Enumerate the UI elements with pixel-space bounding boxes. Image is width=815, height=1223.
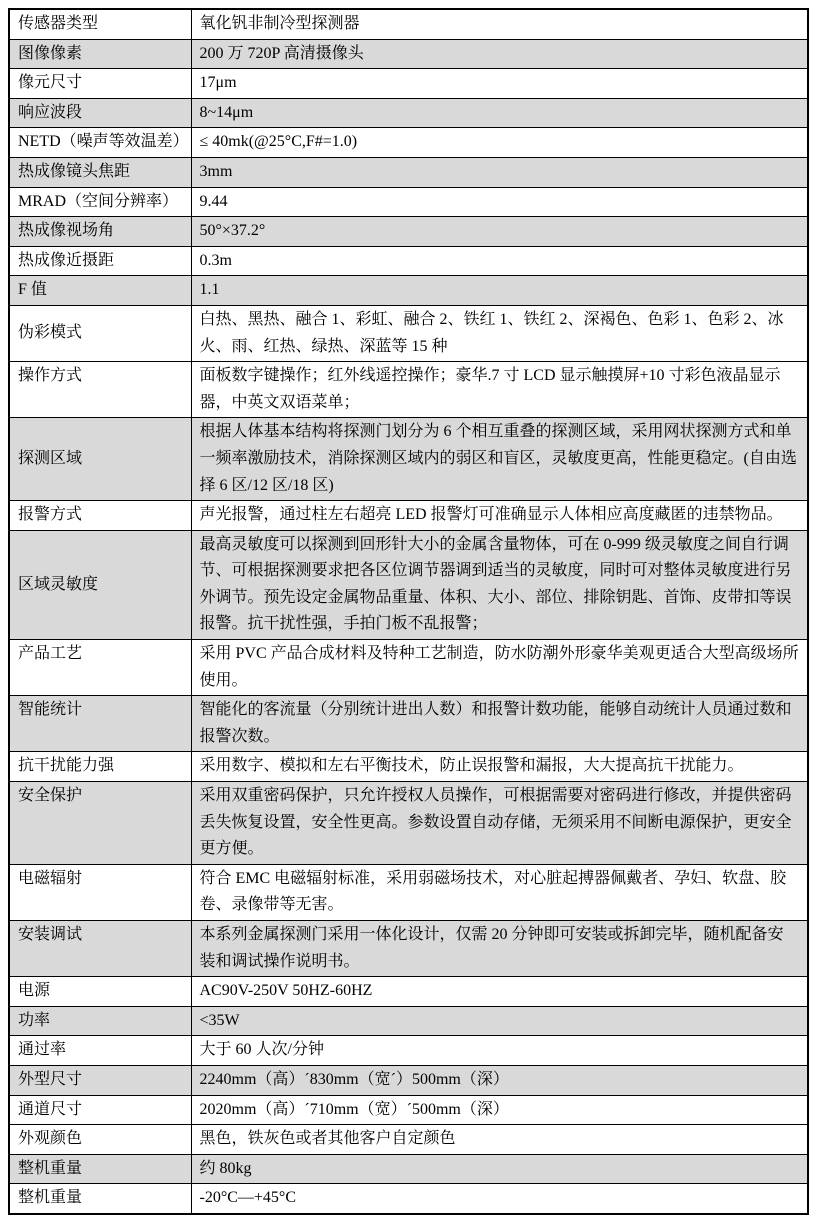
spec-value: 约 80kg: [191, 1154, 808, 1184]
spec-label: 报警方式: [9, 501, 191, 531]
spec-value: 最高灵敏度可以探测到回形针大小的金属含量物体，可在 0-999 级灵敏度之间自行调节、可根据探测要求把各区位调节器调到适当的灵敏度，同时可对整体灵敏度进行另外调节。预先设定金属物品重量、体积、大小、部位、排除钥匙、首饰、皮带扣等误报警。抗干扰性强，手拍门板不乱报警；: [191, 530, 808, 639]
spec-value: 采用双重密码保护，只允许授权人员操作，可根据需要对密码进行修改，并提供密码丢失恢复设置，安全性更高。参数设置自动存储，无须采用不间断电源保护，更安全更方便。: [191, 782, 808, 865]
table-row: [9, 217, 808, 247]
table-row: [9, 921, 808, 977]
spec-label: 智能统计: [9, 696, 191, 752]
spec-value: 本系列金属探测门采用一体化设计，仅需 20 分钟即可安装或拆卸完毕，随机配备安装和调试操作说明书。: [191, 921, 808, 977]
spec-value: 声光报警，通过柱左右超亮 LED 报警灯可准确显示人体相应高度藏匿的违禁物品。: [191, 501, 808, 531]
table-row: [9, 39, 808, 69]
spec-label: 热成像镜头焦距: [9, 157, 191, 187]
spec-label: 传感器类型: [9, 9, 191, 39]
table-row: [9, 1154, 808, 1184]
table-row: [9, 128, 808, 158]
spec-label: 伪彩模式: [9, 305, 191, 361]
table-row: [9, 276, 808, 306]
spec-value: 黑色，铁灰色或者其他客户自定颜色: [191, 1125, 808, 1155]
table-row: [9, 362, 808, 418]
table-row: [9, 98, 808, 128]
spec-label: 外型尺寸: [9, 1065, 191, 1095]
spec-label: 热成像近摄距: [9, 246, 191, 276]
spec-label: 抗干扰能力强: [9, 752, 191, 782]
spec-label: 整机重量: [9, 1154, 191, 1184]
spec-label: 整机重量: [9, 1184, 191, 1214]
spec-value: 采用数字、模拟和左右平衡技术，防止误报警和漏报，大大提高抗干扰能力。: [191, 752, 808, 782]
spec-label: 响应波段: [9, 98, 191, 128]
table-row: [9, 9, 808, 39]
spec-label: 功率: [9, 1006, 191, 1036]
table-row: [9, 752, 808, 782]
spec-label: 热成像视场角: [9, 217, 191, 247]
table-row: [9, 246, 808, 276]
table-row: [9, 418, 808, 501]
table-row: [9, 1184, 808, 1214]
table-row: [9, 305, 808, 361]
table-row: [9, 1036, 808, 1066]
table-row: [9, 530, 808, 639]
spec-value: 200 万 720P 高清摄像头: [191, 39, 808, 69]
spec-value: 50°×37.2°: [191, 217, 808, 247]
table-row: [9, 1125, 808, 1155]
spec-label: 安全保护: [9, 782, 191, 865]
table-row: [9, 640, 808, 696]
spec-label: F 值: [9, 276, 191, 306]
table-row: [9, 864, 808, 920]
spec-value: ≤ 40mk(@25°C,F#=1.0): [191, 128, 808, 158]
spec-value: 白热、黑热、融合 1、彩虹、融合 2、铁红 1、铁红 2、深褐色、色彩 1、色彩 2、冰火、雨、红热、绿热、深蓝等 15 种: [191, 305, 808, 361]
table-row: [9, 977, 808, 1007]
spec-value: 2240mm（高）´830mm（宽´）500mm（深）: [191, 1065, 808, 1095]
spec-value: 2020mm（高）´710mm（宽）´500mm（深）: [191, 1095, 808, 1125]
spec-value: 8~14μm: [191, 98, 808, 128]
spec-value: 17μm: [191, 69, 808, 99]
spec-label: 产品工艺: [9, 640, 191, 696]
spec-value: <35W: [191, 1006, 808, 1036]
table-row: [9, 187, 808, 217]
table-row: [9, 1006, 808, 1036]
spec-label: 通过率: [9, 1036, 191, 1066]
table-row: [9, 696, 808, 752]
spec-label: 通道尺寸: [9, 1095, 191, 1125]
spec-label: MRAD（空间分辨率）: [9, 187, 191, 217]
spec-value: 3mm: [191, 157, 808, 187]
spec-value: 智能化的客流量（分别统计进出人数）和报警计数功能，能够自动统计人员通过数和报警次数。: [191, 696, 808, 752]
spec-value: 氧化钒非制冷型探测器: [191, 9, 808, 39]
spec-value: 0.3m: [191, 246, 808, 276]
spec-label: 操作方式: [9, 362, 191, 418]
table-row: [9, 1065, 808, 1095]
table-row: [9, 782, 808, 865]
spec-label: 电磁辐射: [9, 864, 191, 920]
spec-label: 探测区域: [9, 418, 191, 501]
spec-value: 符合 EMC 电磁辐射标准，采用弱磁场技术，对心脏起搏器佩戴者、孕妇、软盘、胶卷、录像带等无害。: [191, 864, 808, 920]
spec-table-body: [9, 9, 808, 1214]
spec-label: 安装调试: [9, 921, 191, 977]
spec-value: 面板数字键操作；红外线遥控操作；豪华.7 寸 LCD 显示触摸屏+10 寸彩色液晶显示器，中英文双语菜单；: [191, 362, 808, 418]
spec-label: 像元尺寸: [9, 69, 191, 99]
spec-value: 采用 PVC 产品合成材料及特种工艺制造，防水防潮外形豪华美观更适合大型高级场所使用。: [191, 640, 808, 696]
spec-value: 大于 60 人次/分钟: [191, 1036, 808, 1066]
spec-label: 图像像素: [9, 39, 191, 69]
spec-value: 1.1: [191, 276, 808, 306]
spec-label: 区域灵敏度: [9, 530, 191, 639]
spec-value: -20°C—+45°C: [191, 1184, 808, 1214]
spec-label: NETD（噪声等效温差）: [9, 128, 191, 158]
spec-label: 电源: [9, 977, 191, 1007]
table-row: [9, 1095, 808, 1125]
table-row: [9, 69, 808, 99]
table-row: [9, 157, 808, 187]
spec-value: 9.44: [191, 187, 808, 217]
spec-label: 外观颜色: [9, 1125, 191, 1155]
spec-value: 根据人体基本结构将探测门划分为 6 个相互重叠的探测区域，采用网状探测方式和单一频率激励技术，消除探测区域内的弱区和盲区，灵敏度更高，性能更稳定。(自由选择 6 区/12 区/18 区): [191, 418, 808, 501]
spec-table: [8, 8, 809, 1215]
spec-value: AC90V-250V 50HZ-60HZ: [191, 977, 808, 1007]
table-row: [9, 501, 808, 531]
